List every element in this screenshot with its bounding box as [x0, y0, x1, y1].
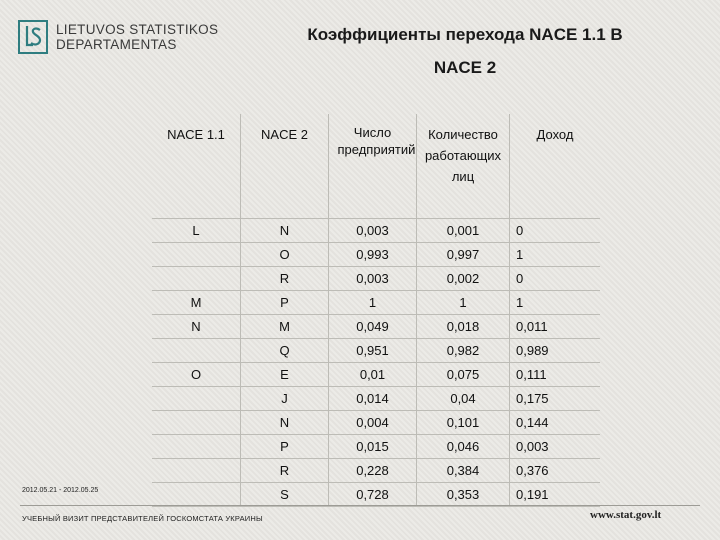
header-employees — [417, 114, 510, 219]
table-row — [152, 411, 600, 435]
table-row — [152, 291, 600, 315]
table-row — [152, 483, 600, 507]
header-income: Доход — [536, 127, 574, 142]
cell-nace11: N — [152, 315, 241, 339]
cell-nace2: E — [241, 363, 329, 387]
table-row — [152, 339, 600, 363]
cell-employees: 0,982 — [417, 339, 510, 363]
table-row — [152, 363, 600, 387]
cell-enterprises: 0,014 — [329, 387, 417, 411]
cell-nace11: M — [152, 291, 241, 315]
cell-nace2: N — [241, 411, 329, 435]
cell-income: 1 — [516, 247, 524, 262]
cell-nace2: P — [241, 291, 329, 315]
cell-enterprises: 0,049 — [329, 315, 417, 339]
logo — [18, 17, 238, 57]
cell-income: 0,144 — [516, 415, 549, 430]
cell-nace2: M — [241, 315, 329, 339]
cell-employees: 0,04 — [417, 387, 510, 411]
cell-nace11 — [152, 243, 241, 267]
cell-employees: 0,101 — [417, 411, 510, 435]
cell-enterprises: 0,003 — [329, 219, 417, 243]
cell-income: 0,003 — [516, 439, 549, 454]
cell-nace11 — [152, 435, 241, 459]
logo-line-2: DEPARTAMENTAS — [56, 37, 177, 52]
logo-line-1: LIETUVOS STATISTIKOS — [56, 22, 219, 37]
cell-income: 0,989 — [516, 343, 549, 358]
cell-income: 0,175 — [516, 391, 549, 406]
cell-employees: 0,018 — [417, 315, 510, 339]
table-row — [152, 387, 600, 411]
conversion-table — [152, 114, 600, 507]
cell-enterprises: 0,01 — [329, 363, 417, 387]
cell-nace11: O — [152, 363, 241, 387]
cell-enterprises: 0,004 — [329, 411, 417, 435]
cell-income: 0 — [516, 223, 524, 238]
cell-nace2: O — [241, 243, 329, 267]
table-row — [152, 435, 600, 459]
cell-employees: 0,001 — [417, 219, 510, 243]
logo-text — [56, 22, 218, 52]
cell-nace2: S — [241, 483, 329, 507]
cell-nace2: R — [241, 459, 329, 483]
cell-enterprises: 0,003 — [329, 267, 417, 291]
cell-enterprises: 0,728 — [329, 483, 417, 507]
cell-nace11 — [152, 459, 241, 483]
cell-employees: 0,075 — [417, 363, 510, 387]
cell-employees: 0,353 — [417, 483, 510, 507]
cell-enterprises: 1 — [329, 291, 417, 315]
cell-income: 0,011 — [516, 319, 548, 334]
cell-enterprises: 0,228 — [329, 459, 417, 483]
cell-nace2: P — [241, 435, 329, 459]
header-enterprises-label: Число предприятий — [337, 125, 416, 157]
cell-nace11 — [152, 267, 241, 291]
cell-employees: 0,997 — [417, 243, 510, 267]
cell-nace2: N — [241, 219, 329, 243]
header-nace11: NACE 1.1 — [152, 114, 241, 219]
date-range: 2012.05.21 - 2012.05.25 — [22, 487, 99, 494]
header-enterprises — [329, 114, 417, 219]
cell-enterprises: 0,951 — [329, 339, 417, 363]
slide-title — [250, 18, 680, 84]
cell-income: 0 — [516, 271, 524, 286]
cell-enterprises: 0,993 — [329, 243, 417, 267]
table-row — [152, 219, 600, 243]
header-employees-label: Количество работающих лиц — [424, 127, 502, 184]
cell-nace11 — [152, 339, 241, 363]
table-row — [152, 315, 600, 339]
cell-employees: 0,046 — [417, 435, 510, 459]
visit-caption: УЧЕБНЫЙ ВИЗИТ ПРЕДСТАВИТЕЛЕЙ ГОСКОМСТАТА УКРАИНЫ — [22, 514, 263, 523]
footer-divider — [20, 505, 700, 506]
table-header-row — [152, 114, 600, 219]
cell-income: 0,376 — [516, 463, 549, 478]
cell-income: 0,111 — [516, 367, 547, 382]
website-link[interactable]: www.stat.gov.lt — [590, 509, 662, 521]
table-row — [152, 459, 600, 483]
title-line-1: Коэффициенты перехода NACE 1.1 В — [307, 25, 623, 44]
cell-nace11 — [152, 387, 241, 411]
cell-employees: 1 — [417, 291, 510, 315]
cell-enterprises: 0,015 — [329, 435, 417, 459]
cell-employees: 0,384 — [417, 459, 510, 483]
cell-nace11 — [152, 411, 241, 435]
cell-employees: 0,002 — [417, 267, 510, 291]
cell-income: 1 — [516, 295, 524, 310]
cell-nace2: J — [241, 387, 329, 411]
cell-nace2: R — [241, 267, 329, 291]
title-line-2: NACE 2 — [433, 58, 497, 77]
cell-nace11 — [152, 483, 241, 507]
header-nace2: NACE 2 — [241, 114, 329, 219]
cell-nace2: Q — [241, 339, 329, 363]
logo-mark-icon — [18, 20, 48, 54]
table-row — [152, 267, 600, 291]
table-row — [152, 243, 600, 267]
cell-nace11: L — [152, 219, 241, 243]
ls-monogram-icon — [21, 23, 45, 51]
cell-income: 0,191 — [516, 487, 549, 502]
